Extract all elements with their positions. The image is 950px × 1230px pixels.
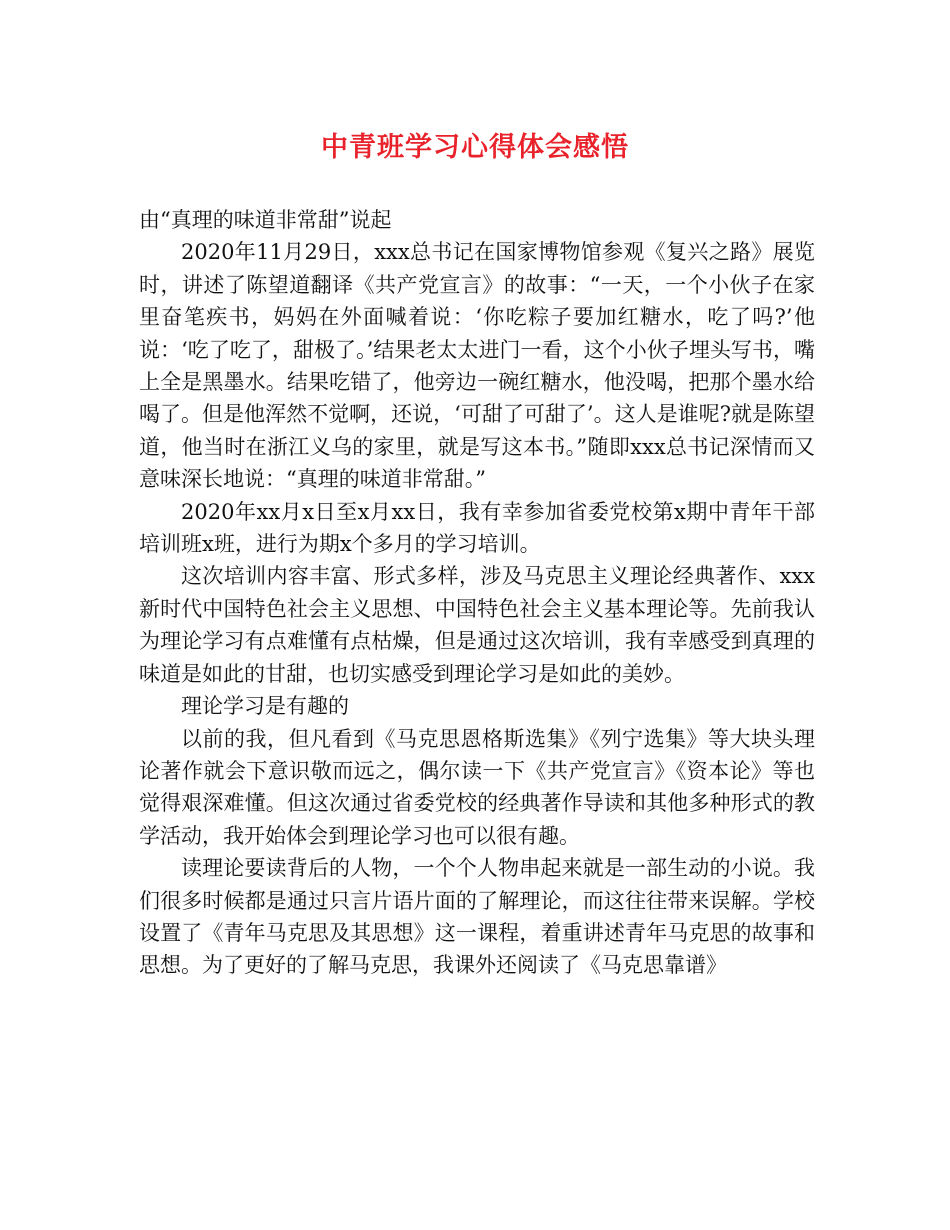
paragraph: 读理论要读背后的人物，一个个人物串起来就是一部生动的小说。我们很多时候都是通过只言片语片面的了解理论，而这往往带来误解。学校设置了《青年马克思及其思想》这一课程，着重讲述青年马克思的故事和思想。为了更好的了解马克思，我课外还阅读了《马克思靠谱》: [139, 856, 815, 978]
paragraph: 2020年11月29日，xxx总书记在国家博物馆参观《复兴之路》展览时，讲述了陈望道翻译《共产党宣言》的故事：“一天，一个小伙子在家里奋笔疾书，妈妈在外面喊着说：‘你吃粽子要加红糖水，吃了吗?’他说：‘吃了吃了，甜极了。’结果老太太进门一看，这个小伙子埋头写书，嘴上全是黑墨水。结果吃错了，他旁边一碗红糖水，他没喝，把那个墨水给喝了。但是他浑然不觉啊，还说，‘可甜了可甜了’。这人是谁呢?就是陈望道，他当时在浙江义乌的家里，就是写这本书。”随即xxx总书记深情而又意味深长地说：“真理的味道非常甜。”: [139, 240, 815, 492]
paragraph: 这次培训内容丰富、形式多样，涉及马克思主义理论经典著作、xxx新时代中国特色社会主义思想、中国特色社会主义基本理论等。先前我认为理论学习有点难懂有点枯燥，但是通过这次培训，我有幸感受到真理的味道是如此的甘甜，也切实感受到理论学习是如此的美妙。: [139, 564, 815, 686]
document-body: [139, 204, 815, 982]
paragraph: 2020年xx月x日至x月xx日，我有幸参加省委党校第x期中青年干部培训班x班，进行为期x个多月的学习培训。: [139, 499, 815, 557]
paragraph: 以前的我，但凡看到《马克思恩格斯选集》《列宁选集》等大块头理论著作就会下意识敬而远之，偶尔读一下《共产党宣言》《资本论》等也觉得艰深难懂。但这次通过省委党校的经典著作导读和其他多种形式的教学活动，我开始体会到理论学习也可以很有趣。: [139, 726, 815, 848]
paragraph-subtitle: 由“真理的味道非常甜”说起: [139, 208, 392, 232]
section-heading: 理论学习是有趣的: [181, 694, 349, 719]
document-title: 中青班学习心得体会感悟: [321, 132, 629, 163]
